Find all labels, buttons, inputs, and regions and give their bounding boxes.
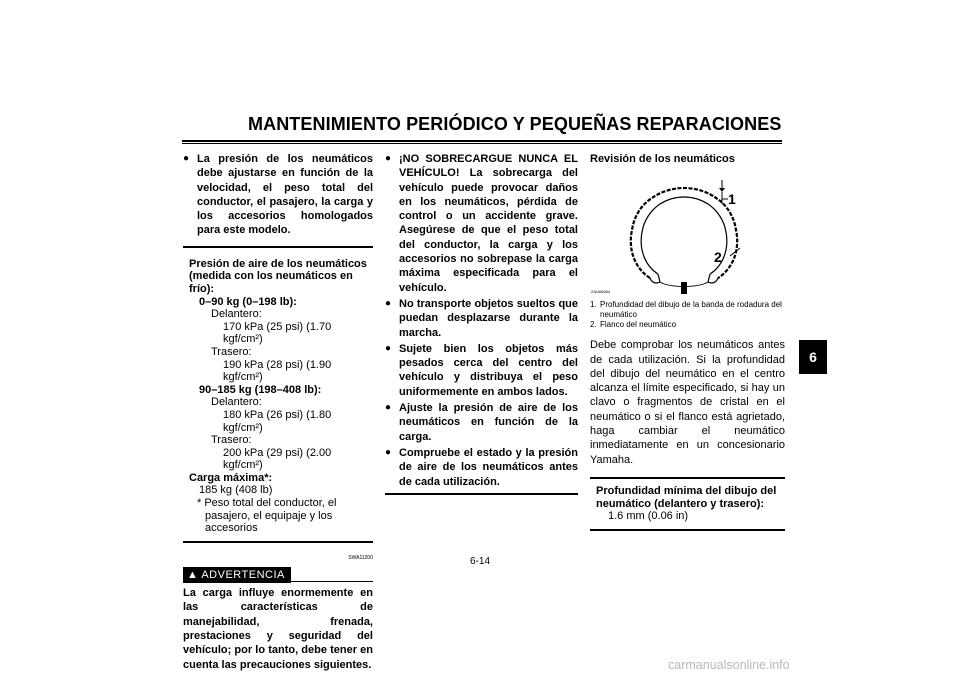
- caption-text: Profundidad del dibujo de la banda de rodadura del neumático: [600, 300, 782, 320]
- spec-rear-label-2: Trasero:: [211, 434, 252, 447]
- tire-pressure-spec-box: [183, 248, 373, 543]
- spec-front-label-1: Delantero:: [211, 308, 262, 321]
- spec-title: Profundidad mínima del dibujo del neumático (delantero y trasero):: [596, 484, 777, 510]
- bullet-item: [385, 297, 578, 340]
- chapter-tab: 6: [799, 340, 827, 374]
- spec-footnote: * Peso total del conductor, el pasajero, el equipaje y los accesorios: [197, 497, 337, 535]
- caption-text: Flanco del neumático: [600, 320, 677, 330]
- figure-captions: [590, 300, 785, 330]
- bullet-icon: ●: [183, 153, 190, 164]
- caption-item: [590, 320, 785, 330]
- spec-range-2: 90–185 kg (198–408 lb):: [199, 383, 322, 396]
- bullet-text: La presión de los neumáticos debe ajustarse en función de la velocidad, el peso total del conductor, el pasajero, la carga y los accesorios homologados para este modelo.: [197, 153, 373, 237]
- bullet-icon: ●: [385, 446, 392, 458]
- column-right: [590, 152, 785, 531]
- caption-item: [590, 300, 785, 320]
- bullet-text: No transporte objetos sueltos que puedan desplazarse durante la marcha.: [399, 297, 578, 339]
- warning-label: [183, 567, 291, 583]
- bullet-text: Compruebe el estado y la presión de aire de los neumáticos antes de cada utilización.: [399, 446, 578, 488]
- bullet-text: ¡NO SOBRECARGUE NUNCA EL VEHÍCULO! La sobrecarga del vehículo puede provocar daños en los neumáticos, pérdida de control o un accidente grave. Asegúrese de que el peso total del conductor, la carga y los accesorios no sobrepase la carga máxima especificada para el vehículo.: [399, 153, 578, 294]
- bullet-icon: ●: [385, 342, 392, 354]
- spec-front-value-1: 170 kPa (25 psi) (1.70 kgf/cm²): [223, 320, 332, 346]
- column-left: [183, 152, 373, 672]
- spec-range-1: 0–90 kg (0–198 lb):: [199, 295, 297, 308]
- bullet-text: Sujete bien los objetos más pesados cerca del centro del vehículo y distribuya el peso uniformemente en ambos lados.: [399, 342, 578, 398]
- watermark: carmanualsonline.info: [668, 658, 790, 672]
- body-paragraph: Debe comprobar los neumáticos antes de cada utilización. Si la profundidad del dibujo del neumático en el centro alcanza el límite especificado, si hay un clavo o fragmentos de cristal en el neumático o si el flanco está agrietado, haga cambiar el neumático inmediatamente en un concesionario Yamaha.: [590, 339, 785, 466]
- section-divider: [385, 493, 578, 495]
- bullet-item: [385, 401, 578, 444]
- tire-cross-section-icon: [590, 170, 785, 296]
- spec-max-load-value: 185 kg (408 lb): [199, 484, 273, 497]
- tire-figure: [590, 170, 785, 296]
- warning-header: [183, 565, 373, 582]
- caption-number: 1.: [590, 300, 597, 310]
- spec-rear-value-1: 190 kPa (28 psi) (1.90 kgf/cm²): [223, 358, 332, 384]
- warning-label-text: ADVERTENCIA: [201, 569, 285, 582]
- header-rule: [182, 140, 782, 144]
- spec-value: 1.6 mm (0.06 in): [608, 510, 689, 523]
- spec-front-value-2: 180 kPa (26 psi) (1.80 kgf/cm²): [223, 408, 332, 434]
- bullet-item: [385, 446, 578, 489]
- bullet-item: [183, 152, 373, 238]
- bullet-icon: ●: [385, 153, 392, 164]
- spec-max-load-label: Carga máxima*:: [189, 471, 273, 484]
- bullet-item: [385, 342, 578, 399]
- spec-rear-label-1: Trasero:: [211, 345, 252, 358]
- caption-number: 2.: [590, 320, 597, 330]
- figure-label-1: 1: [728, 191, 736, 208]
- warning-text: La carga influye enormemente en las características de manejabilidad, frenada, prestaciones y seguridad del vehículo; por lo tanto, debe tener en cuenta las precauciones siguientes.: [183, 587, 373, 671]
- spec-rear-value-2: 200 kPa (29 psi) (2.00 kgf/cm²): [223, 446, 332, 472]
- bullet-icon: ●: [385, 402, 392, 414]
- warning-triangle-icon: ▲: [187, 569, 199, 582]
- tread-depth-spec-box: [590, 477, 785, 531]
- column-middle: [385, 152, 578, 495]
- spec-title: Presión de aire de los neumáticos (medida con los neumáticos en frío):: [189, 257, 367, 295]
- warning-code: SWA11200: [348, 554, 373, 561]
- figure-code: ZAU66064: [591, 289, 611, 295]
- figure-label-2: 2: [714, 249, 722, 266]
- bullet-icon: ●: [385, 297, 392, 309]
- spec-front-label-2: Delantero:: [211, 396, 262, 409]
- bullet-item: [385, 152, 578, 295]
- bullet-text: Ajuste la presión de aire de los neumáticos en función de la carga.: [399, 402, 578, 443]
- page-title: MANTENIMIENTO PERIÓDICO Y PEQUEÑAS REPARACIONES: [248, 114, 782, 134]
- section-title: Revisión de los neumáticos: [590, 153, 735, 165]
- page-number: 6-14: [470, 556, 491, 567]
